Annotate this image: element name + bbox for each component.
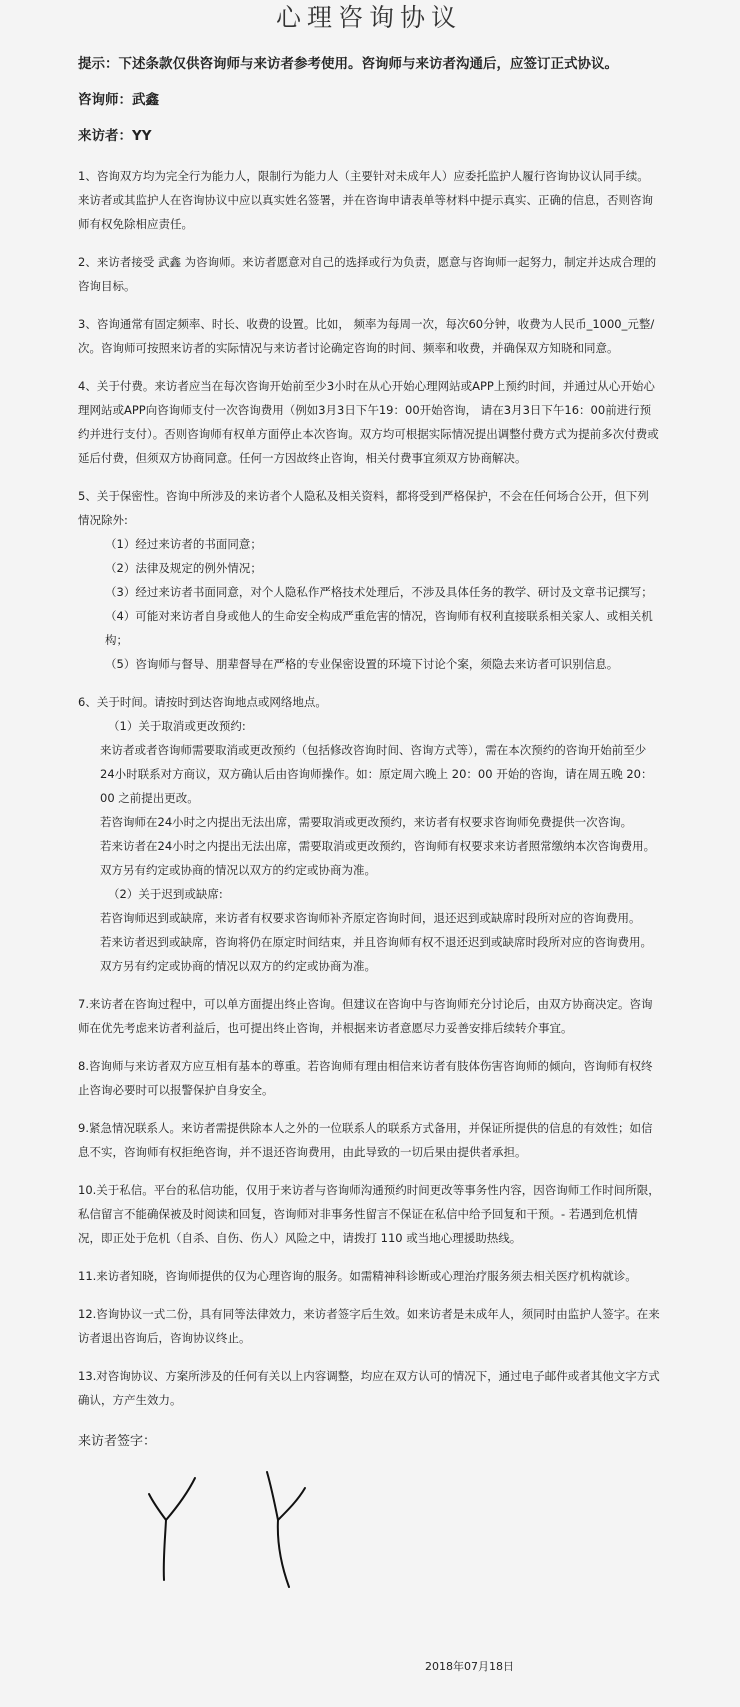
clause-2: 2、来访者接受 武鑫 为咨询师。来访者愿意对自己的选择或行为负责，愿意与咨询师一起努力，制定并达成合理的咨询目标。 — [78, 255, 657, 293]
clause-6-line: 若咨询师在24小时之内提出无法出席，需要取消或更改预约，来访者有权要求咨询师免费提供一次咨询。 — [100, 815, 633, 829]
tip-notice: 提示：下述条款仅供咨询师与来访者参考使用。咨询师与来访者沟通后，应签订正式协议。 — [78, 56, 618, 72]
counselor-name: 咨询师：武鑫 — [78, 92, 159, 108]
clause-5-item: （1）经过来访者的书面同意； — [105, 537, 262, 551]
clause-8: 8.咨询师与来访者双方应互相有基本的尊重。若咨询师有理由相信来访者有肢体伤害咨询师的倾向，咨询师有权终止咨询必要时可以报警保护自身安全。 — [78, 1059, 653, 1097]
clause-4: 4、关于付费。来访者应当在每次咨询开始前至少3小时在从心开始心理网站或APP上预约时间，并通过从心开始心理网站或APP向咨询师支付一次咨询费用（例如3月3日下午19：00开始咨询， 请在3月3日下午16：00前进行预约并进行支付）。否则咨询师有权单方面停止本次咨询。双方均可根据实际情况提出调整付费方式为提前多次付费或延后付费，但须双方协商同意。任何一方因故终止咨询，相关付费事宜须双方协商解决。 — [78, 379, 659, 465]
clause-6-sub1-title: （1）关于取消或更改预约: — [108, 719, 246, 733]
clause-10: 10.关于私信。平台的私信功能，仅用于来访者与咨询师沟通预约时间更改等事务性内容，因咨询师工作时间所限，私信留言不能确保被及时阅读和回复，咨询师对非事务性留言不保证在私信中给予回复和干预。- 若遇到危机情况，即正处于危机（自杀、自伤、伤人）风险之中，请拨打 110 或当地心理援助热线。 — [78, 1183, 660, 1245]
clause-6-line: 双方另有约定或协商的情况以双方的约定或协商为准。 — [100, 959, 376, 973]
clause-6-sub2-title: （2）关于迟到或缺席: — [108, 887, 223, 901]
client-name: 来访者：YY — [78, 128, 152, 144]
clause-3: 3、咨询通常有固定频率、时长、收费的设置。比如， 频率为每周一次，每次60分钟，收费为人民币_1000_元整/次。咨询师可按照来访者的实际情况与来访者讨论确定咨询的时间、频率和收费，并确保双方知晓和同意。 — [78, 317, 655, 355]
clause-6-line: 双方另有约定或协商的情况以双方的约定或协商为准。 — [100, 863, 376, 877]
clause-6 — [78, 690, 660, 978]
clause-5-item: （5）咨询师与督导、朋辈督导在严格的专业保密设置的环境下讨论个案，须隐去来访者可识别信息。 — [105, 657, 619, 671]
clauses-section — [78, 164, 660, 1412]
clause-9: 9.紧急情况联系人。来访者需提供除本人之外的一位联系人的联系方式备用，并保证所提供的信息的有效性；如信息不实，咨询师有权拒绝咨询，并不退还咨询费用，由此导致的一切后果由提供者承担。 — [78, 1121, 653, 1159]
clause-6-line: 若咨询师迟到或缺席，来访者有权要求咨询师补齐原定咨询时间，退还迟到或缺席时段所对应的咨询费用。 — [100, 911, 641, 925]
clause-5-item: （3）经过来访者书面同意，对个人隐私作严格技术处理后，不涉及具体任务的教学、研讨及文章书记撰写； — [105, 585, 653, 599]
handwritten-signature — [140, 1470, 310, 1600]
clause-5 — [78, 484, 660, 676]
clause-6-intro: 6、关于时间。请按时到达咨询地点或网络地点。 — [78, 695, 327, 709]
clause-12: 12.咨询协议一式二份，具有同等法律效力，来访者签字后生效。如来访者是未成年人，须同时由监护人签字。在来访者退出咨询后，咨询协议终止。 — [78, 1307, 660, 1345]
page-title: 心理咨询协议 — [275, 3, 462, 32]
signature-label: 来访者签字： — [78, 1434, 157, 1449]
clause-6-line: 若来访者迟到或缺席，咨询将仍在原定时间结束，并且咨询师有权不退还迟到或缺席时段所对应的咨询费用。 — [100, 935, 652, 949]
clause-5-item: （4）可能对来访者自身或他人的生命安全构成严重危害的情况，咨询师有权利直接联系相关家人、或相关机构； — [105, 609, 653, 647]
clause-5-item: （2）法律及规定的例外情况； — [105, 561, 262, 575]
signature-date: 2018年07月18日 — [425, 1660, 514, 1673]
clause-13: 13.对咨询协议、方案所涉及的任何有关以上内容调整，均应在双方认可的情况下，通过电子邮件或者其他文字方式确认，方产生效力。 — [78, 1369, 660, 1407]
clause-7: 7.来访者在咨询过程中，可以单方面提出终止咨询。但建议在咨询中与咨询师充分讨论后，由双方协商决定。咨询师在优先考虑来访者利益后，也可提出终止咨询，并根据来访者意愿尽力妥善安排后续转介事宜。 — [78, 997, 653, 1035]
clause-11: 11.来访者知晓，咨询师提供的仅为心理咨询的服务。如需精神科诊断或心理治疗服务须去相关医疗机构就诊。 — [78, 1269, 637, 1283]
clause-1: 1、咨询双方均为完全行为能力人，限制行为能力人（主要针对未成年人）应委托监护人履行咨询协议认同手续。来访者或其监护人在咨询协议中应以真实姓名签署，并在咨询申请表单等材料中提示真实、正确的信息，否则咨询师有权免除相应责任。 — [78, 169, 653, 231]
clause-6-line: 来访者或者咨询师需要取消或更改预约（包括修改咨询时间、咨询方式等），需在本次预约的咨询开始前至少24小时联系对方商议，双方确认后由咨询师操作。如：原定周六晚上 20：00 开始的咨询，请在周五晚 20：00 之前提出更改。 — [100, 743, 653, 805]
clause-5-intro: 5、关于保密性。咨询中所涉及的来访者个人隐私及相关资料，都将受到严格保护，不会在任何场合公开，但下列情况除外: — [78, 489, 649, 527]
clause-6-line: 若来访者在24小时之内提出无法出席，需要取消或更改预约，咨询师有权要求来访者照常缴纳本次咨询费用。 — [100, 839, 656, 853]
